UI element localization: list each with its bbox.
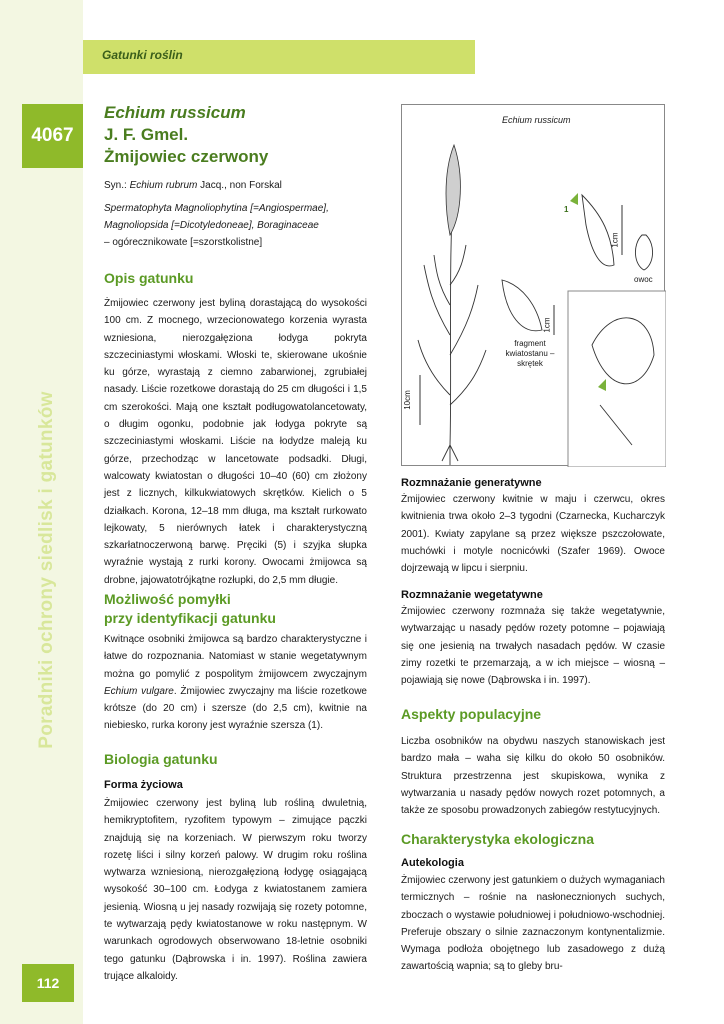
pomylki-paragraph: [104, 631, 367, 735]
section-heading-ekologia: Charakterystyka ekologiczna: [401, 831, 594, 847]
forma-paragraph: Żmijowiec czerwony jest byliną lub rośliną dwuletnią, hemikryptofitem, ryzofitem typowym – zimujące pączki znajdują się na korzeniach. W pierwszym roku tworzy rozetę liści i silny korzeń palowy. W drugim roku roślina wytwarza wzniesioną, nierozgałęzioną łodygę osiągającą wysokość 30–100 cm. Łodyga z kwiatostanem zamiera jesienią. Wiosną u jej nasady rozwijają się rozety potomne, te wytwarzają pędy kwiatostanowe w roku następnym. W warunkach ogrodowych obserwowano 18-letnie osobniki tego gatunku (Dąbrowska i in. 1997). Roślina zawiera trujące alkaloidy.: [104, 798, 367, 982]
synonym-prefix: Syn.:: [104, 180, 130, 191]
taxonomy-line: Spermatophyta Magnoliophytina [=Angiospermae],: [104, 203, 329, 214]
rozmnazanie-gen-paragraph: Żmijowiec czerwony kwitnie w maju i czerwcu, okres kwitnienia trwa około 2–3 tygodni (Czarnecka, Kucharczyk 2001). Kwiaty zapylane są przez większe pszczołowate, muchówki i motyle nocnicówki (Szafer 1969). Owoce dojrzewają w lipcu i sierpniu.: [401, 494, 665, 575]
section-heading-biologia: Biologia gatunku: [104, 751, 218, 767]
plant-drawing: [402, 105, 666, 467]
roots: [442, 445, 458, 465]
synonym-line: [104, 180, 282, 191]
heading-line: przy identyfikacji gatunku: [104, 610, 276, 626]
aspekty-paragraph: Liczba osobników na obydwu naszych stanowiskach jest bardzo mała – waha się kilku do około 50 osobników. Struktura przestrzenna jest skupiskowa, wynika z wytwarzania u nasady pędów nowych rozet potomnych, a także ze sposobu prowadzonych zabiegów restytucyjnych.: [401, 736, 665, 817]
subheading-forma: Forma życiowa: [104, 779, 183, 791]
inset-frame: [568, 291, 666, 467]
leaf: [418, 340, 450, 395]
rozmnazanie-weg-paragraph: Żmijowiec czerwony rozmnaża się także wegetatywnie, wytwarzając u nasady pędów rozety potomne – pojawiają się one jesienią na trwałych nasadach pędów. W czasie zimy rozetki te przemarzają, a w ich miejsce – wiosną – pojawiają się nowe (Dąbrowska i in. 1997).: [401, 606, 665, 687]
subheading-autekologia: Autekologia: [401, 857, 464, 869]
synonym-suffix: Jacq., non Forskal: [197, 180, 282, 191]
pomylki-text: . Żmijowiec zwyczajny ma liście rozetkowe krótsze (do 20 cm) i szersze (do 2,5 cm), kwitnie na niebiesko, rurka korony jest wyraźnie szersza (1).: [104, 685, 367, 732]
ekologia-paragraph: Żmijowiec czerwony jest gatunkiem o dużych wymaganiach termicznych – rośnie na nasłonecznionych suchych, zboczach o wystawie południowej i południowo-wschodniej. Preferuje obszary o silnie zaznaczonym kontynentalizmie. Wymaga podłoża obojętnego lub zasadowego z dużą zawartością wapnia; są to gleby bru-: [401, 875, 665, 973]
leaf: [450, 350, 486, 405]
cyme-fragment: [502, 280, 542, 331]
arrow-marker: [570, 193, 578, 205]
flower-detail: [582, 195, 614, 266]
species-latin-name: Echium russicum: [104, 103, 246, 122]
marker-1-upper: 1: [564, 205, 569, 214]
figure-caption-top: Echium russicum: [502, 115, 571, 125]
leaf: [424, 265, 450, 335]
inflorescence: [446, 145, 460, 235]
species-polish-name: Żmijowiec czerwony: [104, 147, 269, 166]
heading-line: Możliwość pomyłki: [104, 591, 231, 607]
section-heading-opis: Opis gatunku: [104, 270, 194, 286]
leaf: [450, 285, 478, 355]
species-author: J. F. Gmel.: [104, 125, 189, 144]
taxonomy-line: Magnoliopsida [=Dicotyledoneae], Boraginaceae: [104, 220, 319, 231]
section-heading-aspekty: Aspekty populacyjne: [401, 706, 542, 722]
scale-10cm: 10cm: [402, 390, 412, 410]
subheading-rozmnazanie-weg: Rozmnażanie wegetatywne: [401, 589, 543, 601]
figure-label-owoc: owoc: [634, 275, 653, 284]
opis-paragraph: Żmijowiec czerwony jest byliną dorastającą do wysokości 100 cm. Z mocnego, wrzecionowatego korzenia wyrasta wzniesiona, nierozgałęziona łodyga pokryta szczeciniastymi włoskami. Włoski te, skierowane ukośnie ku górze, wyrastają z ciemno zabarwionej, zgrubiałej nasady. Liście rozetkowe dorastają do 25 cm długości i 1,5 cm szerokości. Mają one kształt podługowatolancetowaty, o długim ogonku, podobnie jak łodyga pokryte są szczeciniastymi włoskami. Liście na łodydze maleją ku górze, przechodząc w lancetowate podsadki. Długi, walcowaty kwiatostan o długości 10–40 (60) cm złożony jest z licznych, kilkukwiatowych skrętków. Kielich o 5 działkach. Korona, 12–18 mm długa, ma kształt rurkowato lejkowaty, 5 nierównych łatek i charakterystyczną szkarłatnoczerwoną barwę. Pręciki (5) i szyjka słupka wyraźnie wystają z rurki korony. Owocami żmijowca są drobne, jajowatotrójkątne rozłupki, do 2,5 mm długie.: [104, 298, 367, 586]
header-section-label: Gatunki roślin: [102, 48, 183, 62]
subheading-rozmnazanie-gen: Rozmnażanie generatywne: [401, 477, 542, 489]
section-heading-pomylki: [104, 590, 276, 628]
taxonomy-block: [104, 200, 374, 251]
pomylki-italic-name: Echium vulgare: [104, 685, 174, 697]
series-vertical-title: Poradniki ochrony siedlisk i gatunków: [36, 391, 57, 749]
species-illustration: [401, 104, 665, 466]
fruit-detail: [635, 235, 652, 270]
taxonomy-line: – ogórecznikowate [=szorstkolistne]: [104, 237, 263, 248]
synonym-name: Echium rubrum: [129, 180, 198, 191]
pomylki-text: Kwitnące osobniki żmijowca są bardzo charakterystyczne i łatwe do rozpoznania. Natomiast w stanie wegetatywnym można go pomylić z pospolitym żmijowcem zwyczajnym: [104, 634, 367, 680]
scale-1cm-upper: 1cm: [610, 232, 620, 248]
scale-1cm-lower: 1cm: [542, 317, 552, 333]
leaf: [434, 255, 450, 305]
species-title: [104, 102, 268, 168]
species-number-badge: 4067: [22, 104, 83, 168]
page-number: 112: [22, 964, 74, 1002]
leaf: [450, 245, 466, 285]
figure-label-fragment: fragment kwiatostanu – skrętek: [505, 339, 555, 368]
